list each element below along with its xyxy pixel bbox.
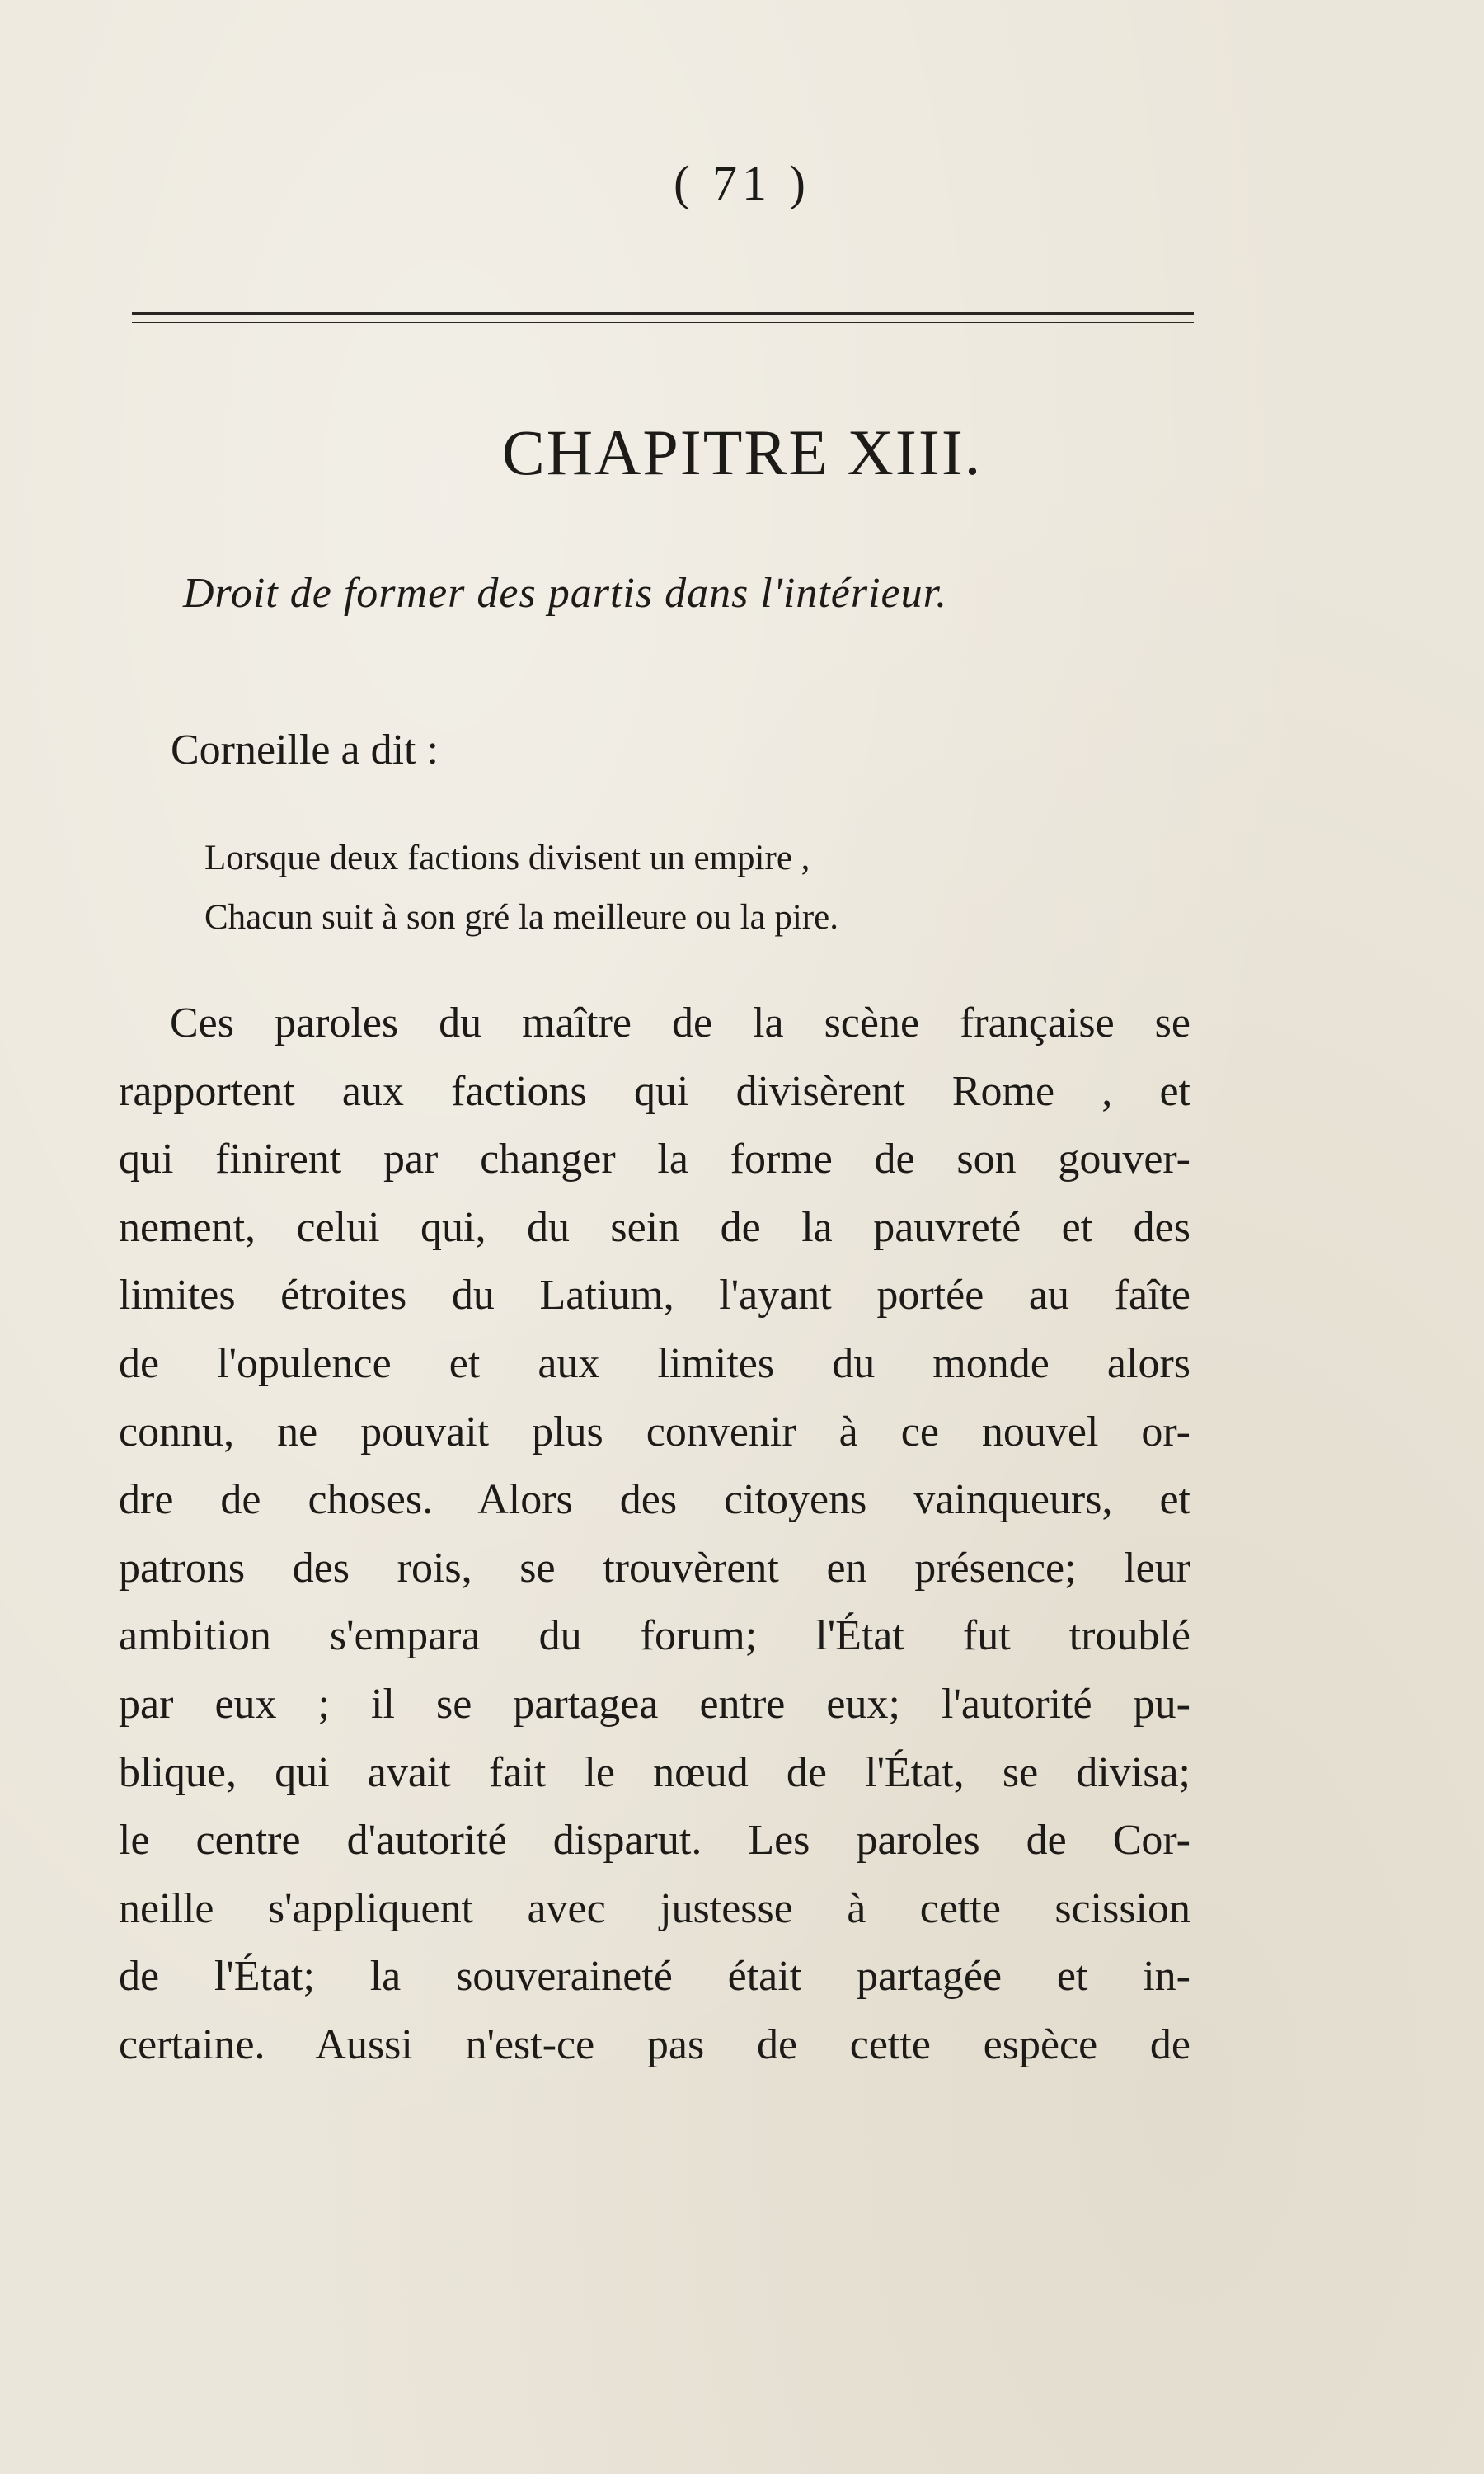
body-line: dre de choses. Alors des citoyens vainqueurs, et: [119, 1476, 1190, 1524]
body-line: qui finirent par changer la forme de son gouver-: [119, 1136, 1190, 1183]
page-number: ( 71 ): [674, 156, 810, 210]
body-line: certaine. Aussi n'est-ce pas de cette espèce de: [119, 2020, 1190, 2068]
body-line: neille s'appliquent avec justesse à cette scission: [119, 1884, 1190, 1932]
chapter-subtitle: Droit de former des partis dans l'intérieur.: [183, 570, 948, 617]
body-line: nement, celui qui, du sein de la pauvreté et des: [119, 1203, 1190, 1251]
intro-line: Corneille a dit :: [171, 727, 439, 774]
header-rule-thick: [132, 312, 1194, 315]
body-line: de l'État; la souveraineté était partagée et in-: [119, 1953, 1190, 2001]
verse-line-1: Lorsque deux factions divisent un empire ,: [204, 839, 810, 877]
body-line: connu, ne pouvait plus convenir à ce nouvel or-: [119, 1408, 1190, 1456]
body-line: blique, qui avait fait le nœud de l'État, se divisa;: [119, 1748, 1190, 1796]
body-line: le centre d'autorité disparut. Les paroles de Cor-: [119, 1817, 1190, 1865]
body-line: de l'opulence et aux limites du monde alors: [119, 1339, 1190, 1387]
body-line: Ces paroles du maître de la scène française se: [170, 999, 1190, 1047]
verse-line-2: Chacun suit à son gré la meilleure ou la pire.: [204, 898, 838, 937]
body-line: limites étroites du Latium, l'ayant portée au faîte: [119, 1272, 1190, 1319]
body-line: par eux ; il se partagea entre eux; l'autorité pu-: [119, 1680, 1190, 1728]
body-line: rapportent aux factions qui divisèrent Rome , et: [119, 1067, 1190, 1115]
body-line: patrons des rois, se trouvèrent en présence; leur: [119, 1544, 1190, 1592]
chapter-title: CHAPITRE XIII.: [501, 416, 983, 488]
header-rule-thin: [132, 322, 1194, 323]
body-paragraph: [119, 990, 1190, 2080]
body-line: ambition s'empara du forum; l'État fut troublé: [119, 1612, 1190, 1660]
